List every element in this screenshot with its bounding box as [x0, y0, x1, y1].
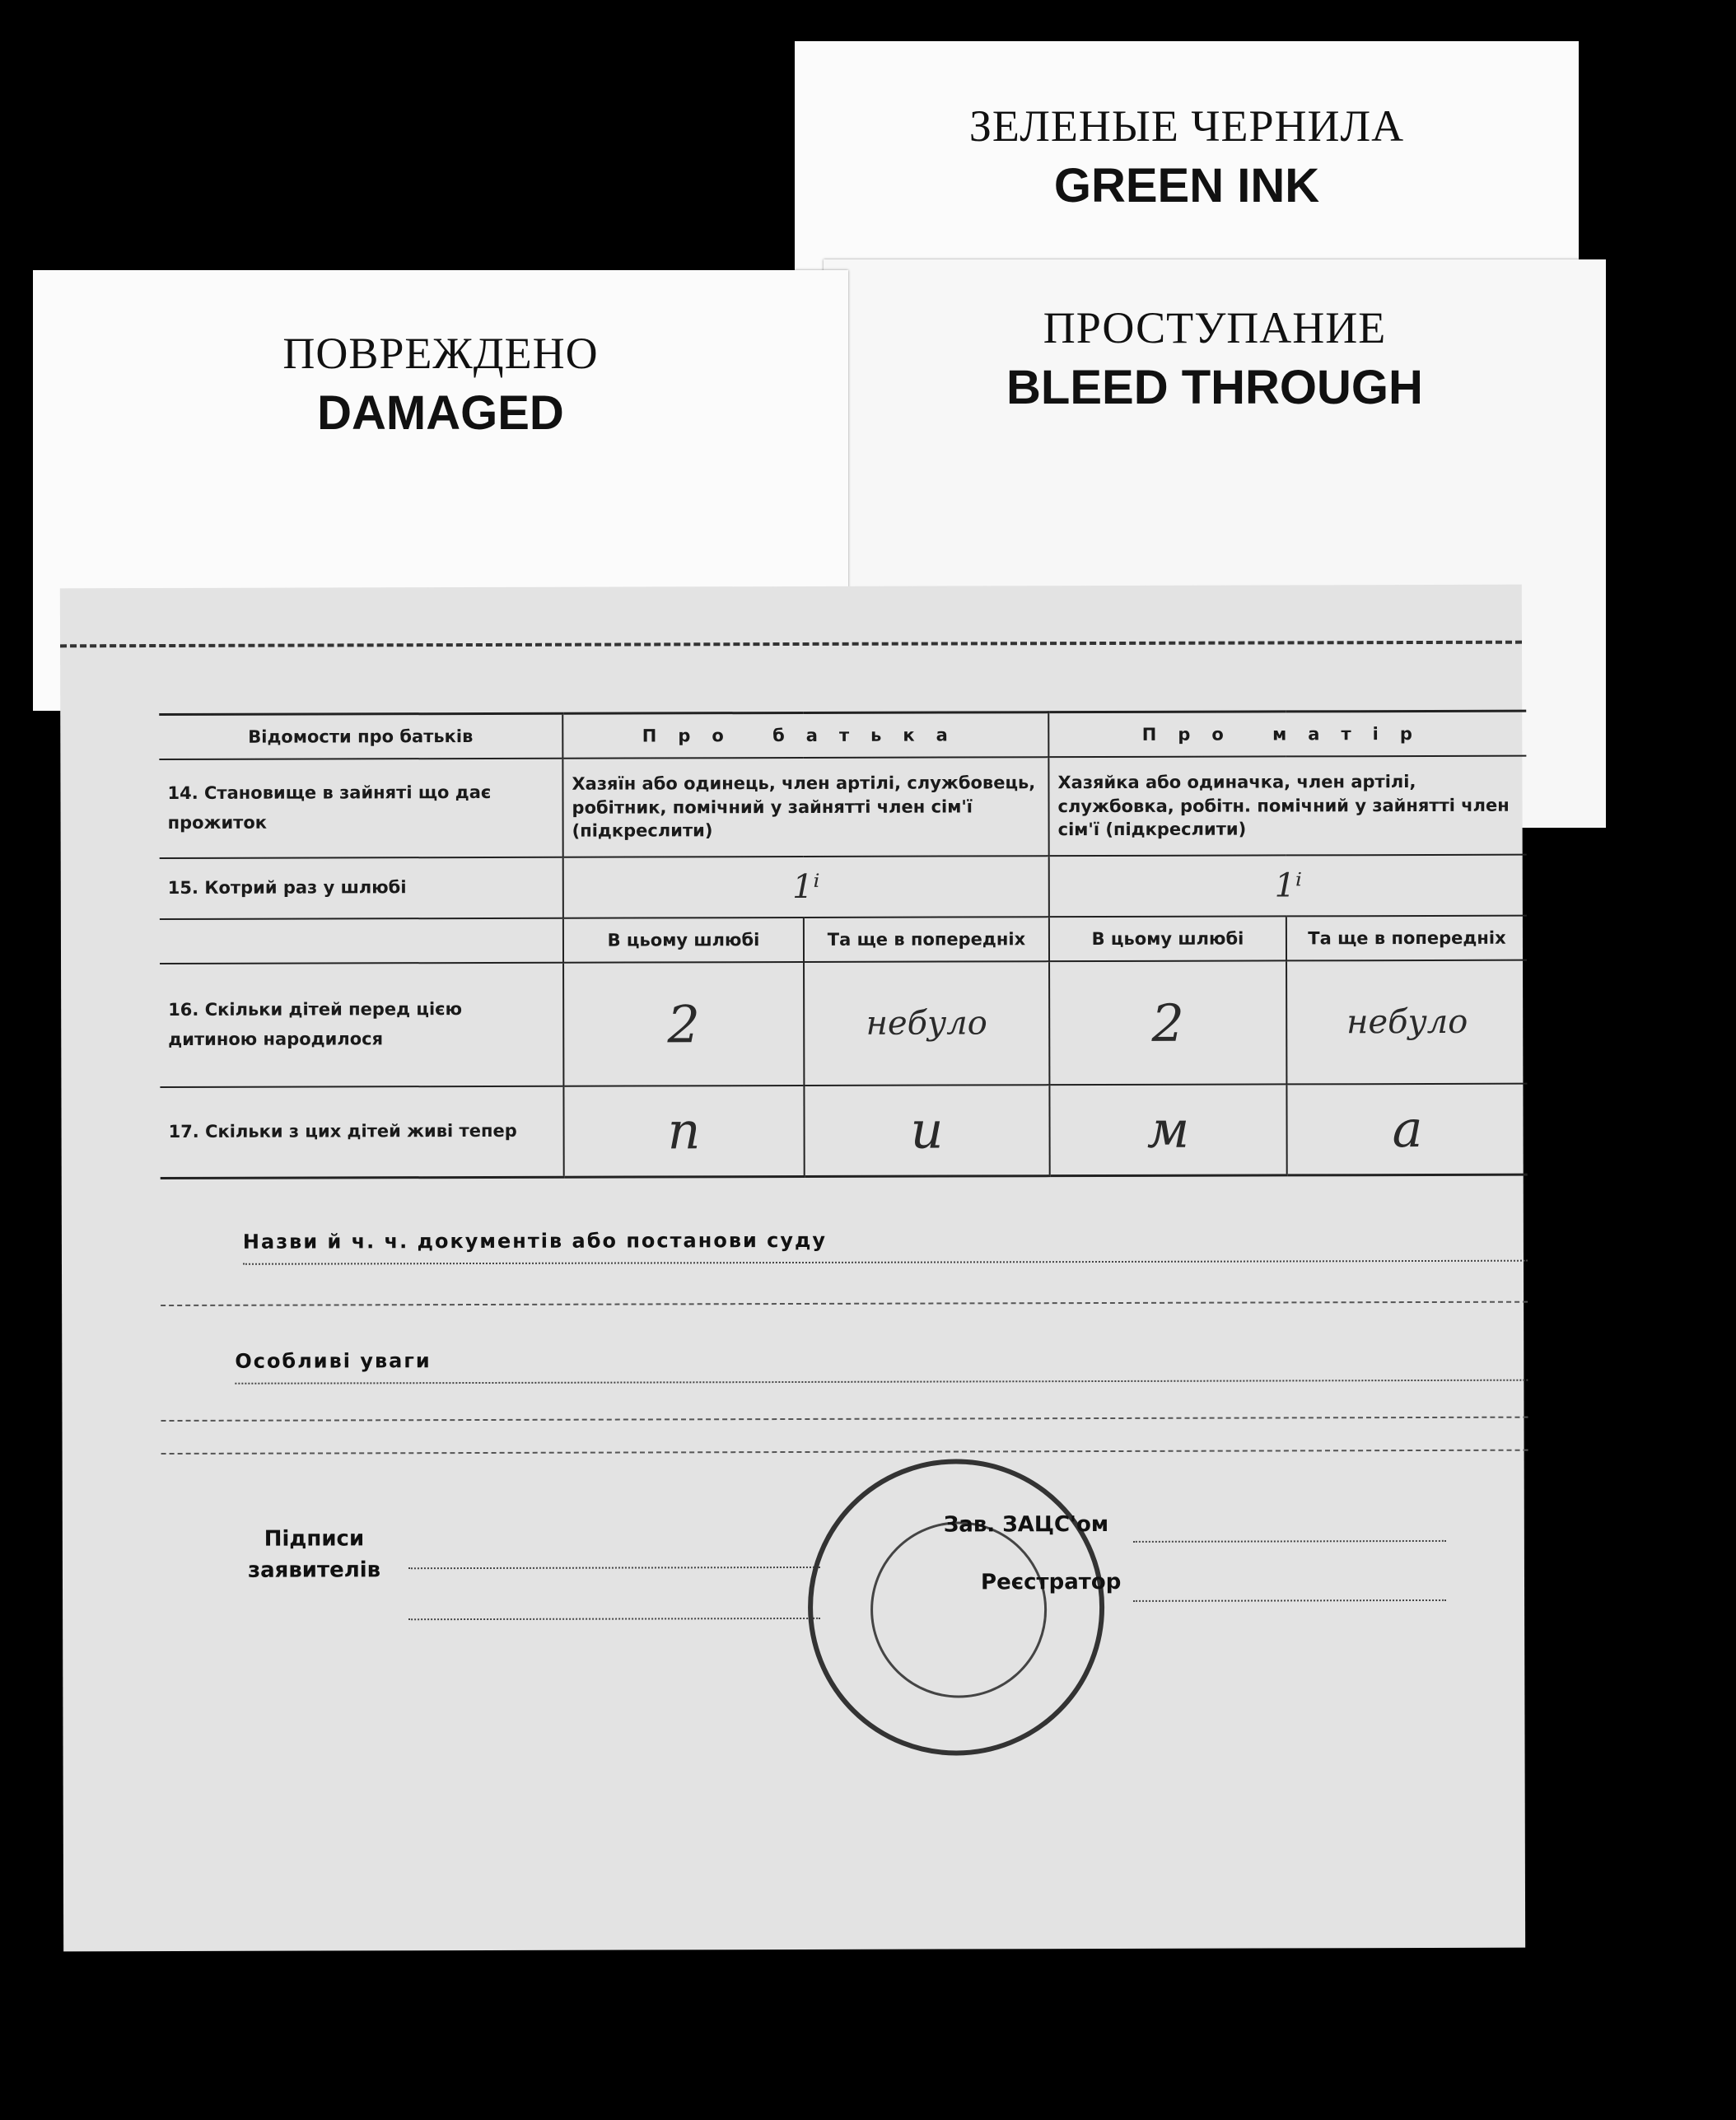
- subhead-mother-this: В цьому шлюбі: [1049, 916, 1286, 961]
- row17-value-3: м: [1049, 1084, 1286, 1175]
- documents-field: [243, 1227, 1528, 1265]
- green-ink-ru: ЗЕЛЕНЫЕ ЧЕРНИЛА: [968, 101, 1405, 151]
- row17-value-1: п: [563, 1086, 804, 1177]
- remarks-label: Особливі уваги: [235, 1349, 432, 1373]
- applicant-signature-line-1: [408, 1558, 820, 1569]
- documents-label: Назви й ч. ч. документів або постанови суду: [242, 1228, 828, 1254]
- head-signature-line: [1133, 1532, 1446, 1543]
- table-row-15: [160, 855, 1527, 919]
- damaged-en: DAMAGED: [317, 386, 564, 440]
- subhead-father-this: В цьому шлюбі: [563, 918, 804, 963]
- documents-rule: [161, 1301, 1528, 1306]
- parents-info-table: [159, 710, 1527, 1179]
- row14-label: 14. Становище в зайняті що дає прожиток: [159, 759, 562, 858]
- applicants-label-2: заявителів: [247, 1557, 381, 1583]
- bleed-through-ru: ПРОСТУПАНИЕ: [1043, 303, 1387, 353]
- green-ink-en: GREEN INK: [1053, 159, 1320, 212]
- header-father: Про батька: [562, 712, 1048, 759]
- row15-label: 15. Котрий раз у шлюбі: [160, 857, 563, 919]
- row15-mother-value: 1ⁱ: [1049, 855, 1527, 918]
- row14-mother-options: Хазяйка або одиначка, член артілі, службовка, робітн. помічний у зайнятті член сім'ї (підкреслити): [1048, 756, 1526, 857]
- row17-label: 17. Скільки з цих дітей живі тепер: [160, 1086, 563, 1178]
- green-ink-label-card: [795, 41, 1579, 272]
- head-signature-label: Зав. ЗАЦС'ом: [943, 1511, 1109, 1538]
- row16-label: 16. Скільки дітей перед цією дитиною народилося: [160, 963, 563, 1087]
- table-row-14: [159, 756, 1526, 858]
- applicant-signature-line-2: [408, 1609, 820, 1620]
- row17-value-2: и: [804, 1085, 1049, 1176]
- applicants-label-1: Підписи: [264, 1526, 365, 1552]
- applicants-signatures-label: [248, 1526, 380, 1582]
- row16-mother-prev: небуло: [1286, 960, 1527, 1085]
- row17-value-4: а: [1286, 1084, 1527, 1175]
- header-parents-info: Відомости про батьків: [159, 713, 562, 759]
- remarks-rule-1: [161, 1417, 1528, 1422]
- row16-father-this: 2: [563, 962, 804, 1086]
- table-row-16: [160, 960, 1527, 1087]
- row16-father-prev: небуло: [804, 961, 1049, 1086]
- subhead-mother-prev: Та ще в попередніх: [1286, 916, 1527, 961]
- subhead-father-prev: Та ще в попередніх: [804, 917, 1049, 962]
- remarks-field: [235, 1347, 1528, 1385]
- table-row-17: [160, 1084, 1527, 1178]
- bleed-through-en: BLEED THROUGH: [1006, 361, 1423, 414]
- remarks-rule-2: [161, 1450, 1528, 1455]
- stamp-inner-ring: [870, 1521, 1048, 1698]
- damaged-ru: ПОВРЕЖДЕНО: [282, 329, 599, 378]
- table-header-row: [159, 711, 1526, 759]
- registrar-signature-label: Реєстратор: [980, 1569, 1122, 1595]
- table-subheader-row: [160, 916, 1527, 964]
- row15-father-value: 1ⁱ: [563, 856, 1049, 918]
- registrar-signature-line: [1133, 1591, 1446, 1602]
- registry-form: [60, 585, 1525, 1952]
- header-mother: Про матір: [1048, 711, 1526, 757]
- official-stamp: [808, 1459, 1105, 1756]
- row14-father-options: Хазяїн або одинець, член артілі, службовець, робітник, помічний у зайнятті член сім'ї (підкреслити): [562, 757, 1048, 857]
- perforation-line: [60, 641, 1522, 648]
- row16-mother-this: 2: [1049, 960, 1286, 1085]
